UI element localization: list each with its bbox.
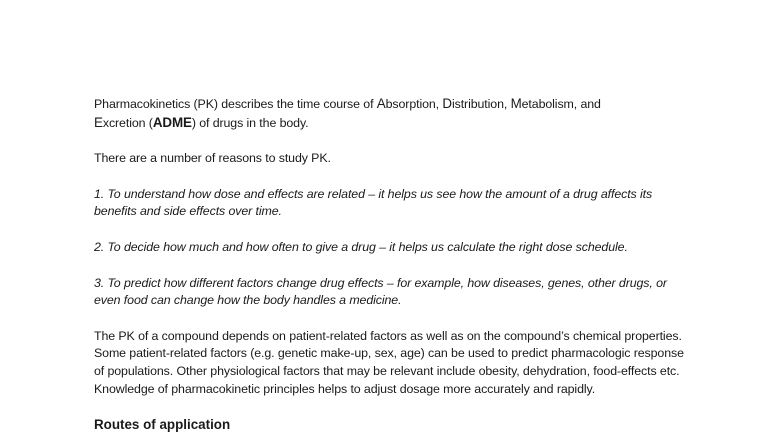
section-heading-partial: Routes of application (94, 417, 231, 433)
intro-cap-e: E (94, 114, 103, 130)
intro-text-e: xcretion ( (102, 115, 153, 130)
intro-cap-d: D (442, 96, 452, 111)
factors-paragraph: The PK of a compound depends on patient-related factors as well as on the compound’s chemical properties. Some patient-related factors (e.g. genetic make-up, sex, age) can be used to predict pharmacologic response of populations. Other physiological factors that may be relevant include obesity, dehydration, food-effects etc. Knowledge of pharmacokinetic principles helps to adjust dosage more accurately and rapidly. (94, 328, 684, 396)
document-body (94, 95, 694, 434)
intro-text-d: istribution, (451, 97, 511, 111)
intro-text-end: ) of drugs in the body. (191, 115, 309, 130)
reasons-intro-paragraph: There are a number of reasons to study PK. (94, 151, 331, 166)
reason-3-paragraph: 3. To predict how different factors change drug effects – for example, how diseases, genes, other drugs, or even food can change how the body handles a medicine. (94, 275, 667, 308)
intro-text-1: Pharmacokinetics (PK) describes the time course of (94, 97, 377, 111)
reason-2-paragraph: 2. To decide how much and how often to give a drug – it helps us calculate the right dose schedule. (94, 239, 628, 254)
intro-text-m: etabolism, and (521, 97, 601, 111)
intro-cap-a: A (376, 96, 386, 111)
intro-text-a: bsorption, (385, 97, 443, 111)
intro-cap-m: M (510, 96, 522, 111)
intro-paragraph (94, 95, 694, 132)
intro-adme: ADME (152, 114, 192, 130)
reason-1-paragraph: 1. To understand how dose and effects are related – it helps us see how the amount of a drug affects its benefits and side effects over time. (94, 186, 653, 219)
